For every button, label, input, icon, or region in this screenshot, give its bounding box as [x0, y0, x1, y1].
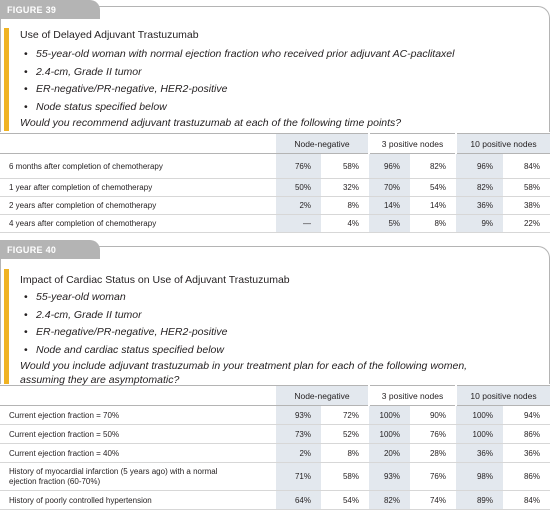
column-header: 10 positive nodes: [456, 386, 550, 406]
row-label: 4 years after completion of chemotherapy: [0, 215, 276, 233]
column-header: 3 positive nodes: [369, 386, 456, 406]
cell: 74%: [410, 491, 456, 510]
cell: 36%: [503, 444, 550, 463]
bullet-item: • ER-negative/PR-negative, HER2-positive: [24, 326, 228, 338]
row-label: Current ejection fraction = 40%: [0, 444, 276, 463]
cell: 8%: [410, 215, 456, 233]
cell: 36%: [456, 444, 503, 463]
table-row: [0, 406, 550, 425]
cell: 96%: [456, 154, 503, 179]
cell: 4%: [321, 215, 369, 233]
figure-label: FIGURE 39: [0, 0, 100, 19]
figure-title: Impact of Cardiac Status on Use of Adjuvant Trastuzumab: [20, 274, 290, 286]
cell: 8%: [321, 197, 369, 215]
cell: 28%: [410, 444, 456, 463]
results-table: [0, 385, 550, 510]
cell: 82%: [410, 154, 456, 179]
accent-bar: [4, 28, 9, 131]
cell: 50%: [276, 179, 321, 197]
cell: 58%: [503, 179, 550, 197]
row-label: Current ejection fraction = 50%: [0, 425, 276, 444]
cell: 5%: [369, 215, 410, 233]
cell: 100%: [369, 425, 410, 444]
cell: 58%: [321, 463, 369, 491]
figure-39: [0, 0, 550, 232]
results-table: [0, 133, 550, 233]
table-row: [0, 491, 550, 510]
cell: 36%: [456, 197, 503, 215]
cell: 72%: [321, 406, 369, 425]
row-label: History of poorly controlled hypertension: [0, 491, 276, 510]
cell: 96%: [369, 154, 410, 179]
figure-label: FIGURE 40: [0, 240, 100, 259]
cell: 73%: [276, 425, 321, 444]
cell: —: [276, 215, 321, 233]
row-label: Current ejection fraction = 70%: [0, 406, 276, 425]
row-label: 6 months after completion of chemotherapy: [0, 154, 276, 179]
cell: 38%: [503, 197, 550, 215]
cell: 64%: [276, 491, 321, 510]
cell: 76%: [276, 154, 321, 179]
table-row: [0, 463, 550, 491]
cell: 86%: [503, 463, 550, 491]
cell: 52%: [321, 425, 369, 444]
bullet-list: [24, 48, 454, 118]
row-label: 2 years after completion of chemotherapy: [0, 197, 276, 215]
question-text: Would you recommend adjuvant trastuzumab at each of the following time points?: [20, 117, 402, 129]
cell: 93%: [276, 406, 321, 425]
cell: 54%: [410, 179, 456, 197]
cell: 32%: [321, 179, 369, 197]
cell: 100%: [456, 406, 503, 425]
table-row: [0, 444, 550, 463]
cell: 70%: [369, 179, 410, 197]
bullet-item: • 55-year-old woman: [24, 291, 126, 303]
bullet-item: • Node status specified below: [24, 100, 167, 113]
column-header: Node-negative: [276, 134, 369, 154]
table-header-row: [0, 134, 550, 154]
accent-bar: [4, 269, 9, 384]
cell: 98%: [456, 463, 503, 491]
figure-40: [0, 240, 550, 511]
cell: 71%: [276, 463, 321, 491]
cell: 76%: [410, 463, 456, 491]
cell: 58%: [321, 154, 369, 179]
cell: 2%: [276, 197, 321, 215]
cell: 76%: [410, 425, 456, 444]
cell: 89%: [456, 491, 503, 510]
table-row: [0, 154, 550, 179]
cell: 54%: [321, 491, 369, 510]
bullet-item: • Node and cardiac status specified below: [24, 343, 224, 356]
cell: 82%: [456, 179, 503, 197]
cell: 94%: [503, 406, 550, 425]
bullet-item: • 55-year-old woman with normal ejection fraction who received prior adjuvant AC-paclitaxel: [24, 48, 455, 60]
cell: 100%: [456, 425, 503, 444]
row-label: History of myocardial infarction (5 years ago) with a normal ejection fraction (60-70%): [0, 463, 276, 491]
question-text: Would you include adjuvant trastuzumab in your treatment plan for each of the following women, assuming they are asymptomatic?: [20, 360, 468, 386]
cell: 14%: [410, 197, 456, 215]
cell: 86%: [503, 425, 550, 444]
cell: 84%: [503, 154, 550, 179]
cell: 2%: [276, 444, 321, 463]
bullet-list: [24, 291, 227, 361]
cell: 82%: [369, 491, 410, 510]
table-row: [0, 425, 550, 444]
row-label: 1 year after completion of chemotherapy: [0, 179, 276, 197]
bullet-item: • 2.4-cm, Grade II tumor: [24, 308, 142, 321]
cell: 93%: [369, 463, 410, 491]
cell: 14%: [369, 197, 410, 215]
column-header: 3 positive nodes: [369, 134, 456, 154]
cell: 8%: [321, 444, 369, 463]
table-row: [0, 197, 550, 215]
bullet-item: • ER-negative/PR-negative, HER2-positive: [24, 83, 228, 95]
figure-title: Use of Delayed Adjuvant Trastuzumab: [20, 29, 199, 41]
cell: 84%: [503, 491, 550, 510]
bullet-item: • 2.4-cm, Grade II tumor: [24, 65, 142, 78]
cell: 90%: [410, 406, 456, 425]
column-header: Node-negative: [276, 386, 369, 406]
cell: 22%: [503, 215, 550, 233]
cell: 9%: [456, 215, 503, 233]
cell: 100%: [369, 406, 410, 425]
table-header-row: [0, 386, 550, 406]
cell: 20%: [369, 444, 410, 463]
table-row: [0, 179, 550, 197]
column-header: 10 positive nodes: [456, 134, 550, 154]
table-row: [0, 215, 550, 233]
